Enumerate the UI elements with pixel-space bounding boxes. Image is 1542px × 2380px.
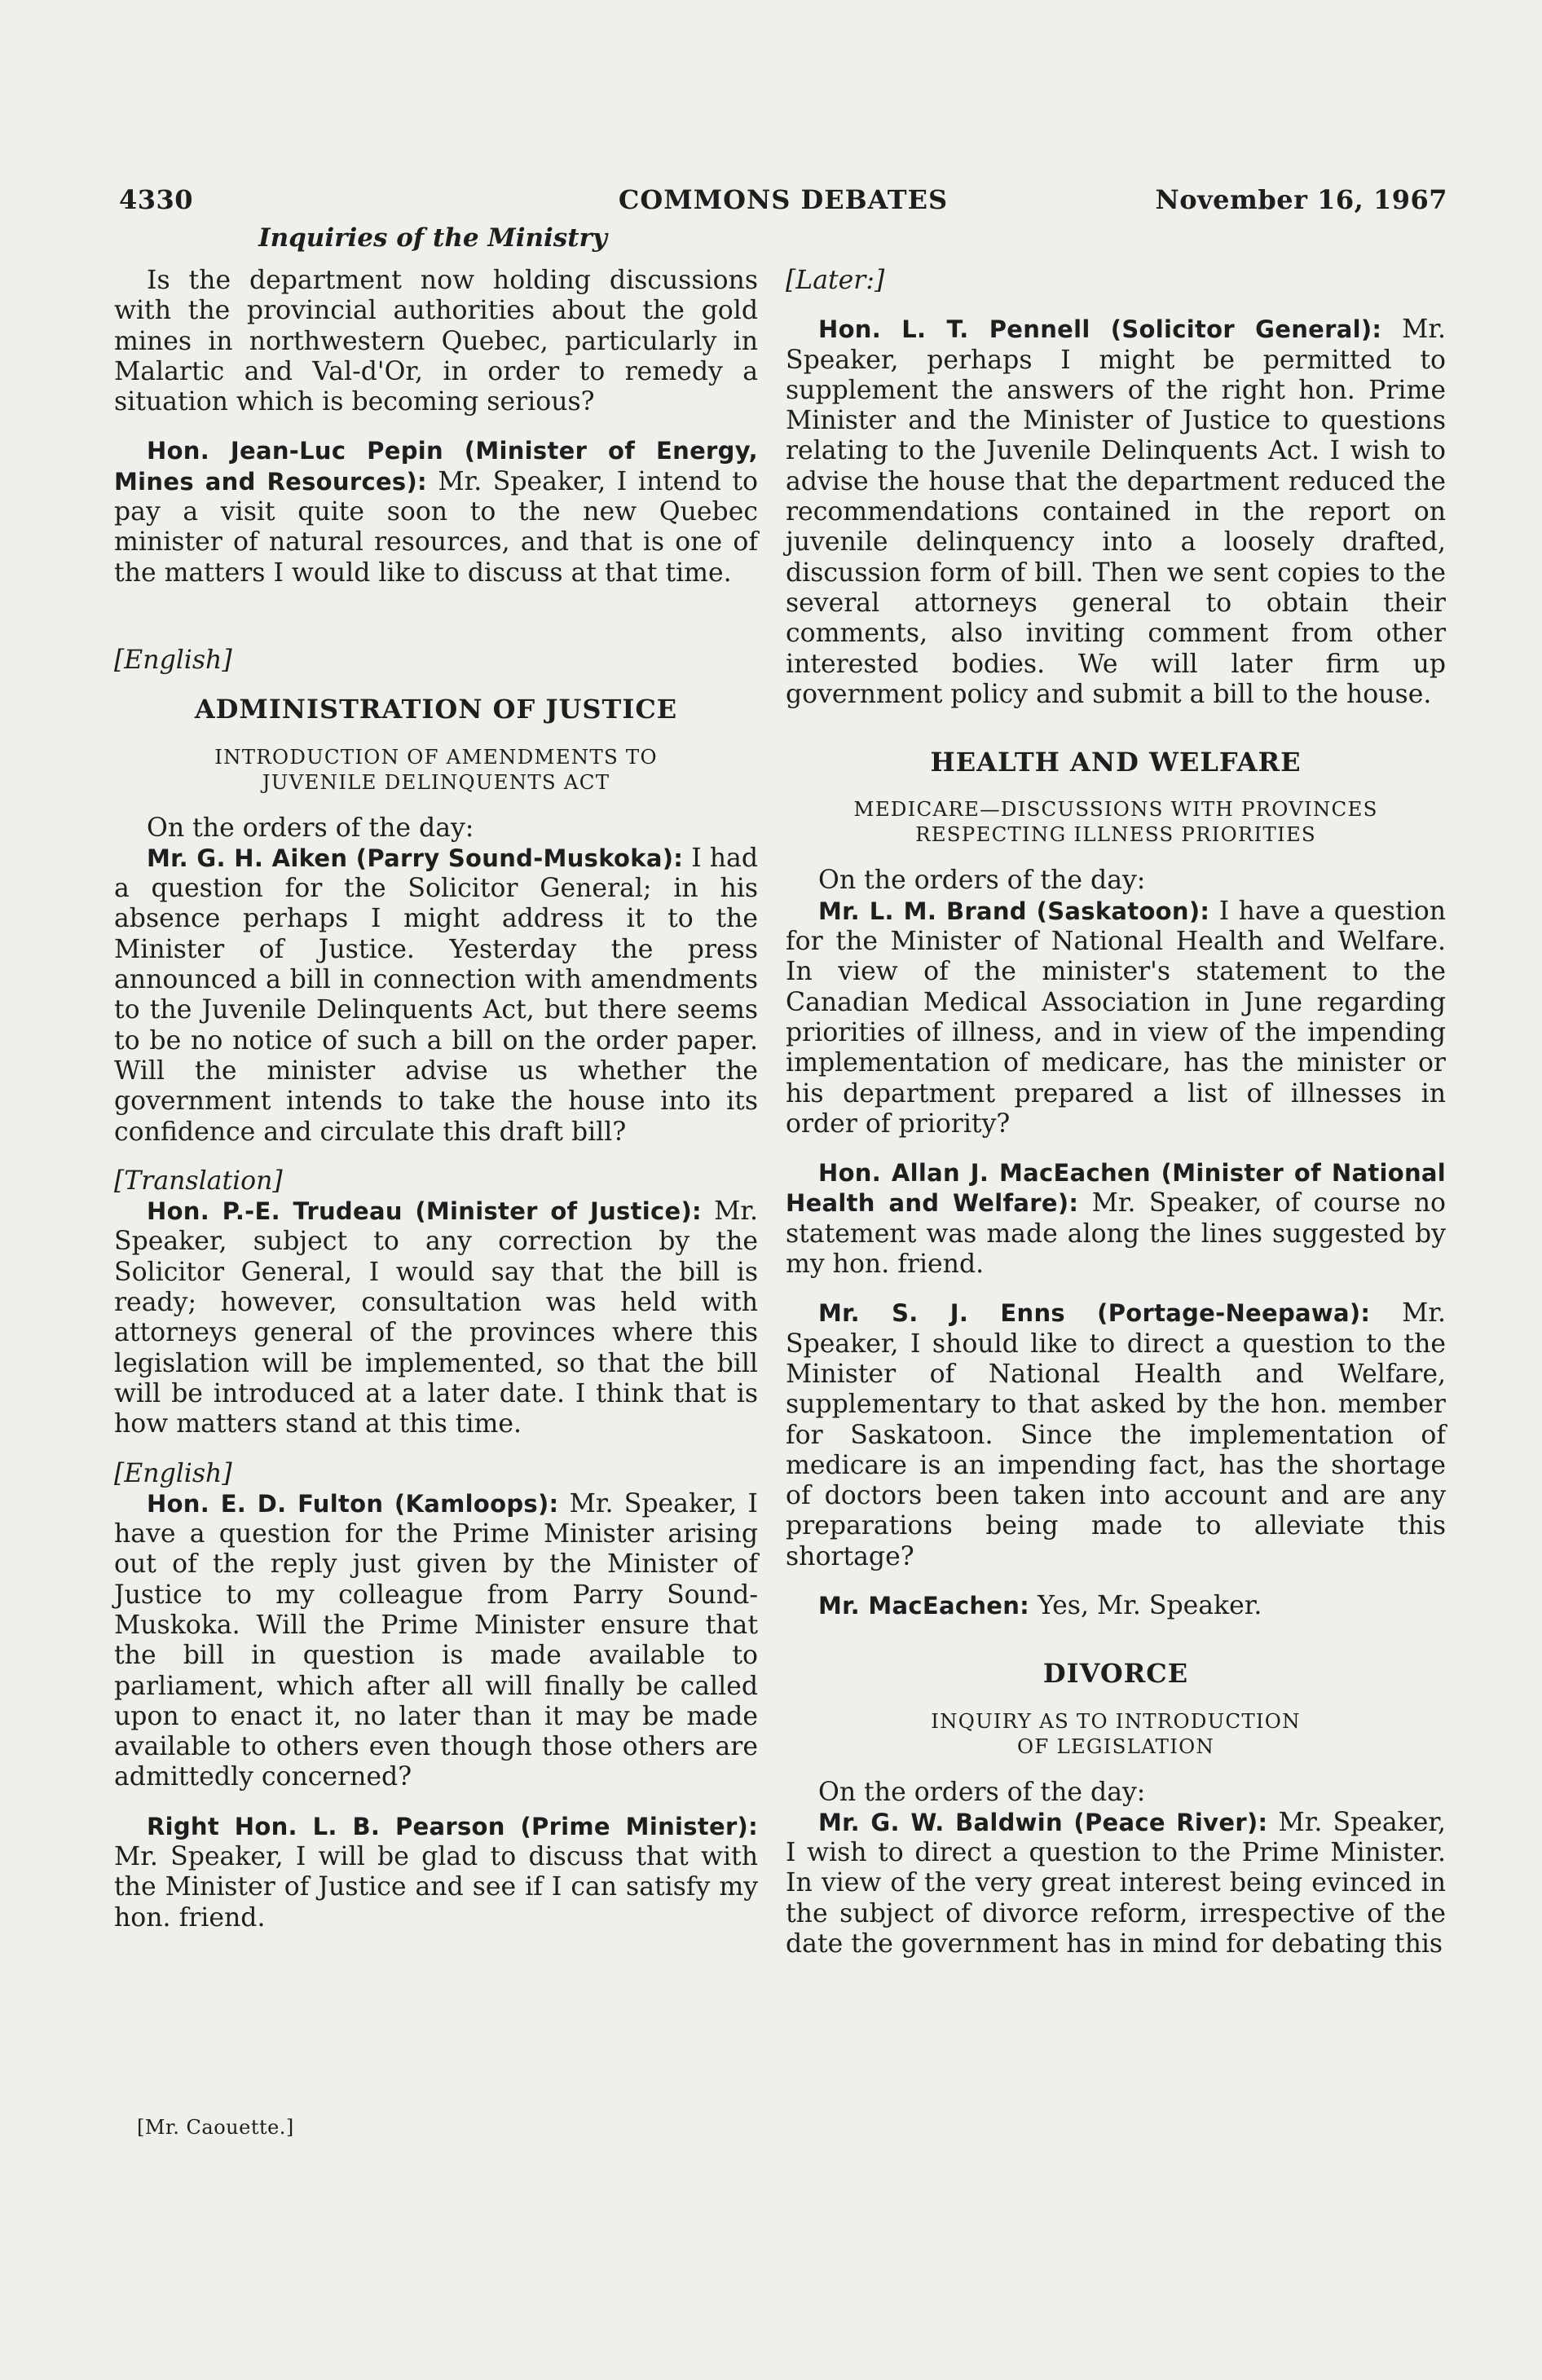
section-heading: HEALTH AND WELFARE bbox=[930, 747, 1302, 778]
speech-text: Yes, Mr. Speaker. bbox=[1029, 1590, 1262, 1620]
speaker-name: Right Hon. L. B. Pearson (Prime Minister): bbox=[147, 1812, 758, 1840]
paragraph: Is the department now holding discussions with the provincial authorities about the gold mines in northwestern Quebec, particularly in Malartic and Val-d'Or, in order to remedy a situation which is becoming serious? bbox=[114, 266, 758, 417]
section-subheading: MEDICARE—DISCUSSIONS WITH PROVINCES bbox=[853, 797, 1378, 822]
speech-text: I have a question for the Minister of National Health and Welfare. In view of the minister's statement to the Canadian Medical Association in June regarding priorities of illness, and in view of the impending implementation of medicare, has the minister or his department prepared a list of illnesses in order of priority? bbox=[786, 896, 1446, 1139]
orders-of-day: On the orders of the day: bbox=[818, 866, 1146, 896]
speech-text: Mr. Speaker, of course no statement was made along the lines suggested by my hon. friend. bbox=[786, 1188, 1446, 1280]
section-subheading: OF LEGISLATION bbox=[1016, 1734, 1215, 1758]
speaker-name: Hon. Jean-Luc Pepin (Minister of Energy, Mines and Resources): bbox=[114, 437, 758, 496]
section-running-head: Inquiries of the Ministry bbox=[258, 223, 607, 253]
speech-paragraph bbox=[114, 1489, 758, 1793]
speech-text: Mr. Speaker, I have a question for the Prime Minister arising out of the reply just given by the Minister of Justice to my colleague from Parry Sound-Muskoka. Will the Prime Minister ensure that the bill in question is made available to parliament, which after all will finally be called upon to enact it, no later than it may be made available to others even though those others are admittedly concerned? bbox=[114, 1488, 758, 1792]
speech-paragraph bbox=[786, 1591, 1446, 1621]
speaker-name: Hon. L. T. Pennell (Solicitor General): bbox=[818, 315, 1382, 344]
speech-text: Mr. Speaker, I intend to pay a visit quite soon to the new Quebec minister of natural resources, and that is one of the matters I would like to discuss at that time. bbox=[114, 466, 758, 588]
speech-paragraph bbox=[786, 1808, 1446, 1959]
speech-text: Mr. Speaker, perhaps I might be permitted to supplement the answers of the right hon. Prime Minister and the Minister of Justice to questions relating to the Juvenile Delinquents Act. I wish to advise the house that the department reduced the recommendations contained in the report on juvenile delinquency into a loosely drafted, discussion form of bill. Then we sent copies to the several attorneys general to obtain their comments, also inviting comment from other interested bodies. We will later firm up government policy and submit a bill to the house. bbox=[786, 315, 1446, 709]
speaker-name: Mr. MacEachen: bbox=[818, 1591, 1030, 1620]
section-heading: DIVORCE bbox=[1042, 1658, 1189, 1690]
speaker-name: Mr. G. H. Aiken (Parry Sound-Muskoka): bbox=[147, 844, 684, 872]
speaker-name: Mr. G. W. Baldwin (Peace River): bbox=[818, 1808, 1268, 1836]
speaker-name: Mr. S. J. Enns (Portage-Neepawa): bbox=[818, 1299, 1371, 1328]
page-number: 4330 bbox=[119, 184, 194, 215]
left-column bbox=[114, 266, 758, 1933]
language-note: [English] bbox=[114, 645, 232, 675]
speech-paragraph bbox=[786, 315, 1446, 710]
right-column bbox=[786, 266, 1446, 1959]
speech-paragraph bbox=[786, 1298, 1446, 1572]
page-header bbox=[119, 184, 1447, 225]
language-note: [Later:] bbox=[786, 266, 885, 295]
orders-of-day: On the orders of the day: bbox=[818, 1777, 1146, 1807]
language-note: [English] bbox=[114, 1458, 232, 1488]
speech-text: Mr. Speaker, subject to any correction by the Solicitor General, I would say that the bill is ready; however, consultation was held with attorneys general of the provinces where this legislation will be implemented, so that the bill will be introduced at a later date. I think that is how matters stand at this time. bbox=[114, 1197, 758, 1439]
orders-of-day: On the orders of the day: bbox=[147, 813, 474, 843]
section-subheading: INQUIRY AS TO INTRODUCTION bbox=[931, 1708, 1301, 1733]
speech-paragraph bbox=[114, 844, 758, 1148]
publication-date: November 16, 1967 bbox=[1155, 184, 1447, 215]
publication-title: COMMONS DEBATES bbox=[618, 184, 949, 215]
speech-paragraph bbox=[114, 1812, 758, 1933]
section-subheading: JUVENILE DELINQUENTS ACT bbox=[262, 769, 610, 794]
speech-paragraph bbox=[786, 897, 1446, 1139]
speaker-name: Mr. L. M. Brand (Saskatoon): bbox=[818, 897, 1210, 925]
section-subheading: INTRODUCTION OF AMENDMENTS TO bbox=[214, 744, 658, 769]
speech-paragraph bbox=[114, 1197, 758, 1439]
speech-text: Mr. Speaker, I will be glad to discuss that with the Minister of Justice and see if I can satisfy my hon. friend. bbox=[114, 1842, 758, 1933]
speech-text: Mr. Speaker, I wish to direct a question to the Prime Minister. In view of the very great interest being evinced in the subject of divorce reform, irrespective of the date the government has in mind for debating this bbox=[786, 1807, 1446, 1959]
section-subheading: RESPECTING ILLNESS PRIORITIES bbox=[915, 822, 1316, 847]
speech-paragraph bbox=[786, 1158, 1446, 1280]
speech-text: I had a question for the Solicitor General; in his absence perhaps I might address it to the Minister of Justice. Yesterday the press announced a bill in connection with amendments to the Juvenile Delinquents Act, but there seems to be no notice of such a bill on the order paper. Will the minister advise us whether the government intends to take the house into its confidence and circulate this draft bill? bbox=[114, 843, 759, 1147]
speaker-name: Hon. E. D. Fulton (Kamloops): bbox=[147, 1489, 559, 1518]
speaker-name: Hon. P.-E. Trudeau (Minister of Justice): bbox=[147, 1197, 702, 1226]
speaker-name: Hon. Allan J. MacEachen (Minister of National Health and Welfare): bbox=[786, 1159, 1446, 1218]
section-heading: ADMINISTRATION OF JUSTICE bbox=[194, 694, 678, 725]
footnote: [Mr. Caouette.] bbox=[137, 2116, 294, 2139]
speech-text: Mr. Speaker, I should like to direct a question to the Minister of National Health and Welfare, supplementary to that asked by the hon. member for Saskatoon. Since the implementation of medicare is an impending fact, has the shortage of doctors been taken into account and are any preparations being made to alleviate this shortage? bbox=[786, 1298, 1446, 1571]
speech-paragraph bbox=[114, 436, 758, 588]
language-note: [Translation] bbox=[114, 1166, 283, 1196]
